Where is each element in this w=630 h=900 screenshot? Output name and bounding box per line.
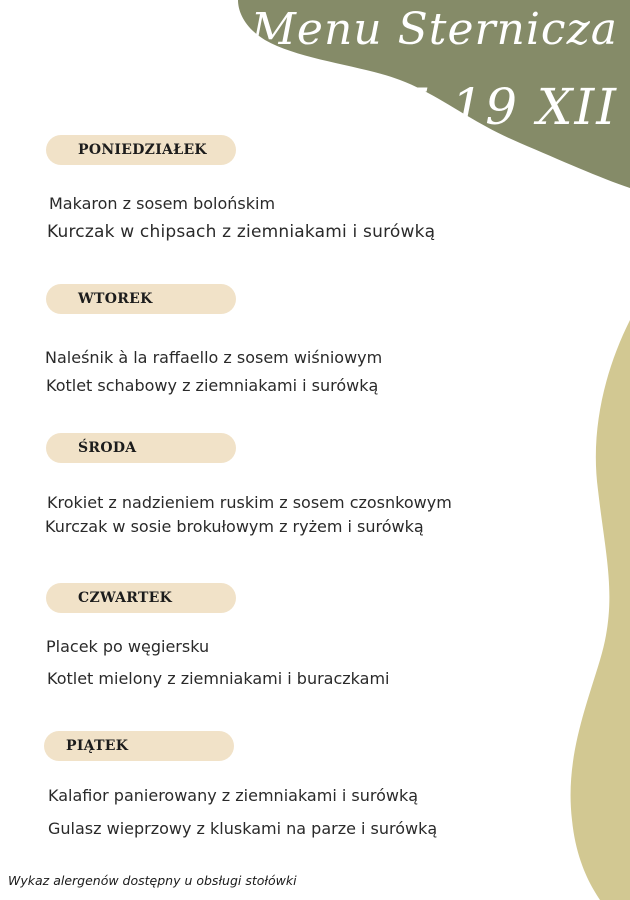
dish-item: Kotlet mielony z ziemniakami i buraczkami — [47, 669, 390, 688]
dish-item: Naleśnik à la raffaello z sosem wiśniowym — [45, 348, 383, 367]
dish-item: Placek po węgiersku — [46, 637, 210, 656]
sand-wave-shape — [571, 320, 630, 900]
menu-date-range: 15-19 XII — [364, 78, 618, 136]
day-label-tuesday — [46, 284, 236, 314]
day-label-text: PONIEDZIAŁEK — [78, 142, 207, 158]
day-label-friday — [44, 731, 234, 761]
dish-item: Kurczak w sosie brokułowym z ryżem i surówką — [45, 517, 424, 536]
dish-item: Gulasz wieprzowy z kluskami na parze i surówką — [48, 819, 438, 838]
menu-title: Menu Sternicza — [250, 4, 618, 55]
day-label-wednesday — [46, 433, 236, 463]
dish-item: Kotlet schabowy z ziemniakami i surówką — [46, 376, 379, 395]
allergen-note: Wykaz alergenów dostępny u obsługi stołówki — [8, 873, 297, 888]
day-label-text: PIĄTEK — [66, 738, 129, 754]
dish-item: Kurczak w chipsach z ziemniakami i surówką — [47, 222, 436, 242]
dish-item: Kalafior panierowany z ziemniakami i surówką — [48, 786, 419, 805]
day-label-text: WTOREK — [78, 291, 153, 307]
day-label-thursday — [46, 583, 236, 613]
dish-item: Krokiet z nadzieniem ruskim z sosem czosnkowym — [47, 493, 452, 512]
day-label-monday — [46, 135, 236, 165]
day-label-text: CZWARTEK — [78, 590, 173, 606]
dish-item: Makaron z sosem bolońskim — [49, 194, 276, 213]
day-label-text: ŚRODA — [78, 440, 137, 456]
